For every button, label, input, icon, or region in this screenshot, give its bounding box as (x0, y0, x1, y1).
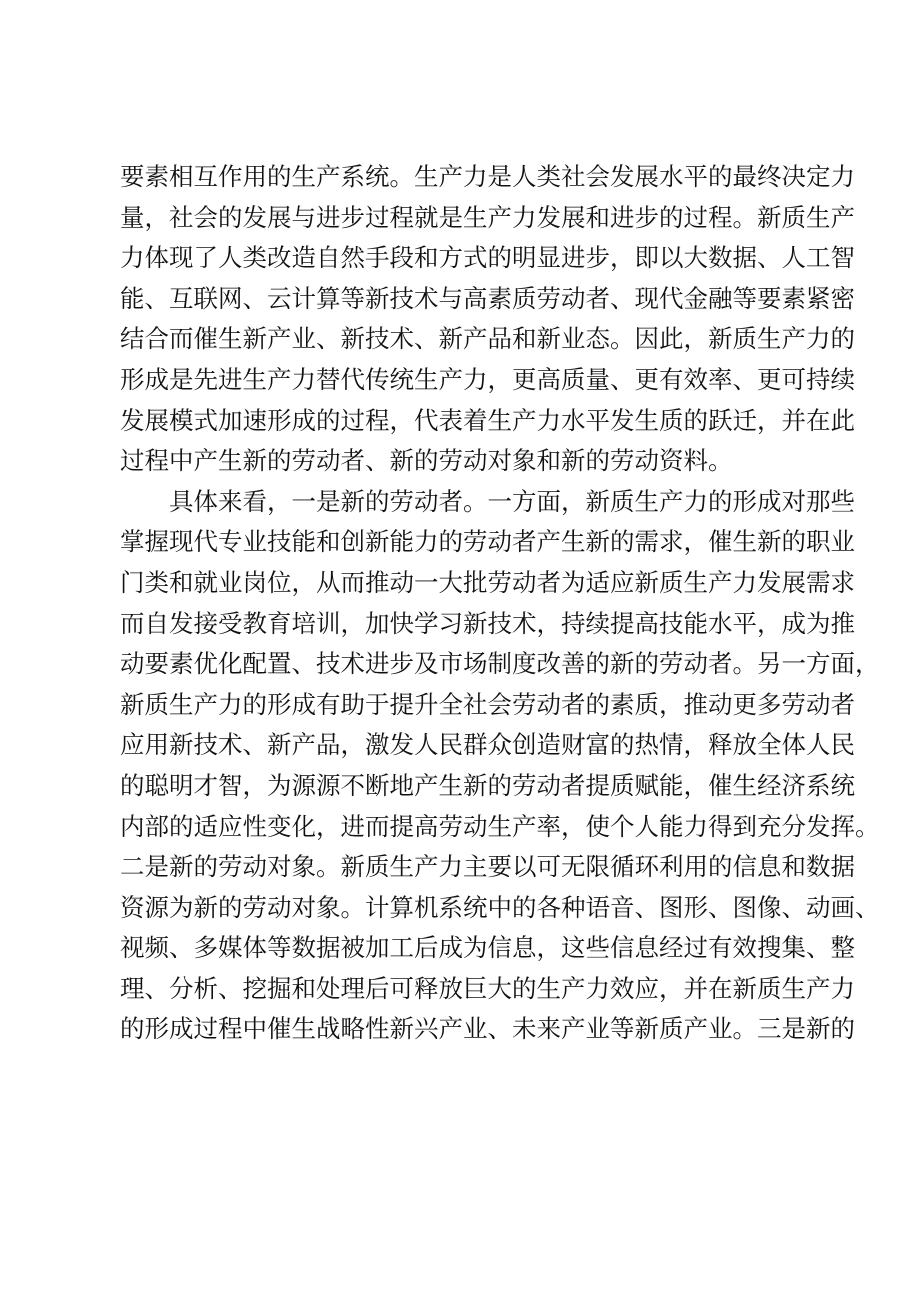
text-line: 力体现了人类改造自然手段和方式的明显进步，即以大数据、人工智 (120, 243, 855, 273)
text-line: 发展模式加速形成的过程，代表着生产力水平发生质的跃迁，并在此 (120, 405, 855, 435)
text-line: 能、互联网、云计算等新技术与高素质劳动者、现代金融等要素紧密 (120, 283, 855, 313)
text-line: 具体来看，一是新的劳动者。一方面，新质生产力的形成对那些 (120, 486, 855, 516)
text-line: 应用新技术、新产品，激发人民群众创造财富的热情，释放全体人民 (120, 730, 855, 760)
text-line: 结合而催生新产业、新技术、新产品和新业态。因此，新质生产力的 (120, 324, 855, 354)
text-line: 门类和就业岗位，从而推动一大批劳动者为适应新质生产力发展需求 (120, 567, 855, 597)
text-line: 理、分析、挖掘和处理后可释放巨大的生产力效应，并在新质生产力 (120, 973, 855, 1003)
text-line: 资源为新的劳动对象。计算机系统中的各种语音、图形、图像、动画、 (120, 892, 880, 922)
text-line: 视频、多媒体等数据被加工后成为信息，这些信息经过有效搜集、整 (120, 933, 855, 963)
body-text (120, 157, 880, 1050)
text-line: 新质生产力的形成有助于提升全社会劳动者的素质，推动更多劳动者 (120, 689, 855, 719)
text-line: 要素相互作用的生产系统。生产力是人类社会发展水平的最终决定力 (120, 162, 855, 191)
text-line: 量，社会的发展与进步过程就是生产力发展和进步的过程。新质生产 (120, 202, 855, 232)
text-line: 掌握现代专业技能和创新能力的劳动者产生新的需求，催生新的职业 (120, 527, 855, 557)
text-line: 二是新的劳动对象。新质生产力主要以可无限循环利用的信息和数据 (120, 852, 855, 882)
text-line: 形成是先进生产力替代传统生产力，更高质量、更有效率、更可持续 (120, 364, 855, 394)
text-line: 的形成过程中催生战略性新兴产业、未来产业等新质产业。三是新的 (120, 1014, 855, 1044)
text-line: 内部的适应性变化，进而提高劳动生产率，使个人能力得到充分发挥。 (120, 811, 880, 841)
text-line: 动要素优化配置、技术进步及市场制度改善的新的劳动者。另一方面， (120, 649, 880, 679)
text-line: 过程中产生新的劳动者、新的劳动对象和新的劳动资料。 (120, 446, 733, 476)
text-line: 的聪明才智，为源源不断地产生新的劳动者提质赋能，催生经济系统 (120, 770, 855, 800)
text-line: 而自发接受教育培训，加快学习新技术，持续提高技能水平，成为推 (120, 608, 855, 638)
